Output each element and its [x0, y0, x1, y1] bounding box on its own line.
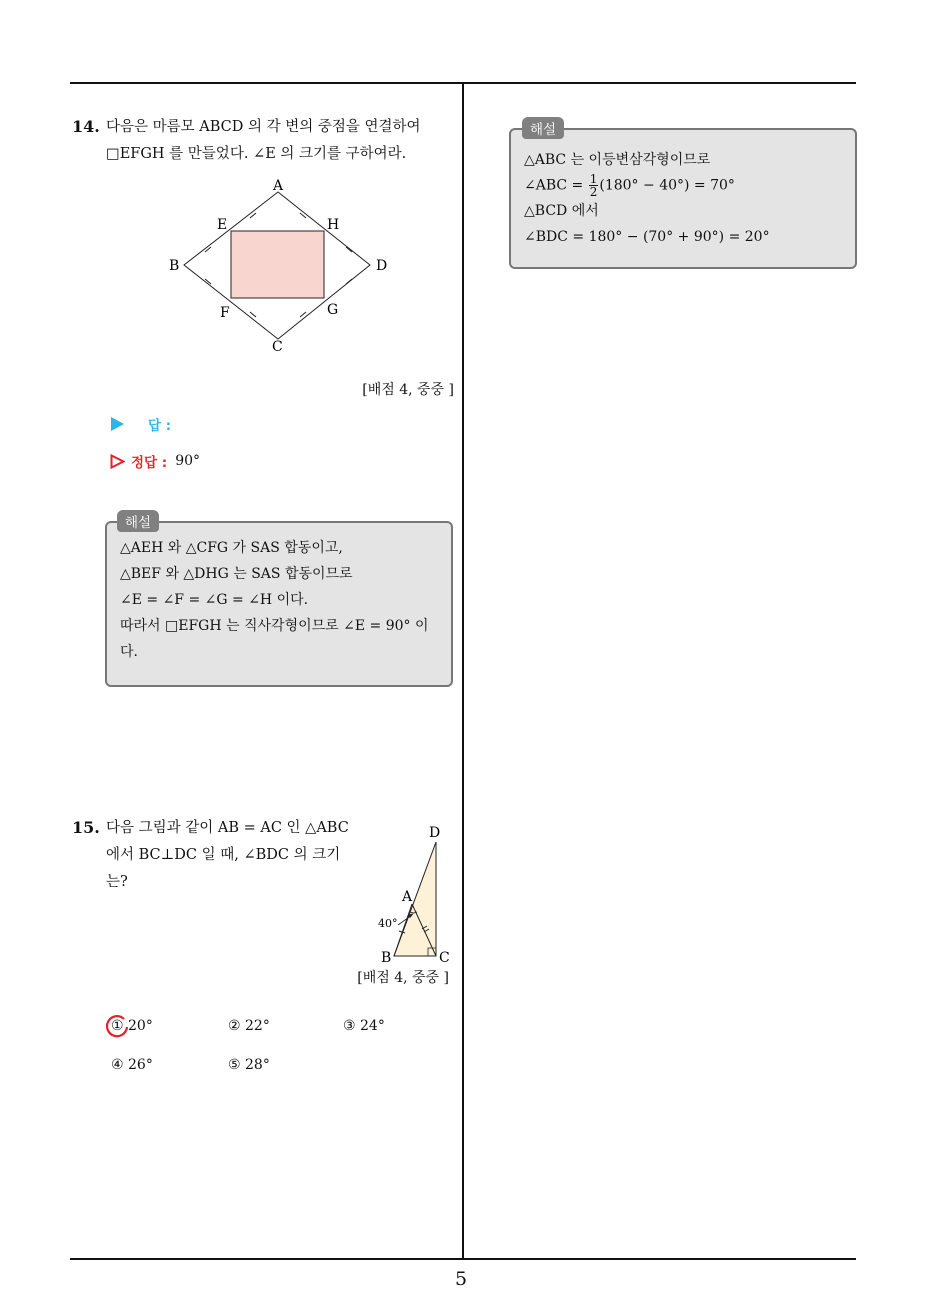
choice-1[interactable]: ① 20°: [111, 1018, 153, 1034]
choice-5[interactable]: ⑤ 28°: [228, 1057, 270, 1073]
label-f: F: [220, 305, 230, 321]
column-divider: [462, 82, 464, 1260]
angle-40-label: 40°: [378, 917, 398, 930]
q14-answer-line: [110, 414, 171, 434]
fraction-one-half: [589, 173, 599, 198]
q15-text-line2: 에서 BC⊥DC 일 때, ∠BDC 의 크기: [106, 847, 341, 863]
play-marker-icon: [110, 417, 124, 431]
q14-correct-line: [110, 451, 200, 471]
q15-solution-box: [509, 128, 857, 269]
q14-correct-label: 정답 :: [131, 455, 168, 471]
fraction-denominator: 2: [589, 185, 598, 199]
page-number: 5: [455, 1268, 468, 1290]
label-e: E: [217, 217, 228, 233]
selected-choice-circle-icon: [104, 1014, 130, 1040]
label-a: A: [273, 178, 284, 194]
outline-play-marker-icon: [110, 454, 125, 469]
q14-solution-line2: △BEF 와 △DHG 는 SAS 합동이므로: [120, 566, 353, 582]
q14-number: 14.: [72, 117, 100, 136]
q14-solution-line3: ∠E = ∠F = ∠G = ∠H 이다.: [120, 592, 309, 608]
q14-solution-line5: 다.: [120, 644, 138, 660]
q14-answer-label: 답 :: [148, 418, 172, 434]
q15-solution-line3: △BCD 에서: [524, 203, 599, 219]
fraction-numerator: 1: [589, 172, 598, 186]
label-d: D: [429, 825, 441, 841]
rectangle-efgh: [231, 231, 324, 298]
q15-number: 15.: [72, 818, 100, 837]
q15-solution-line4: ∠BDC = 180° − (70° + 90°) = 20°: [524, 229, 770, 245]
bottom-rule: [70, 1258, 856, 1260]
label-a: A: [402, 889, 413, 905]
q15-solution-line2-suffix: (180° − 40°) = 70°: [599, 177, 735, 194]
label-b: B: [381, 950, 392, 966]
label-c: C: [272, 339, 283, 355]
label-h: H: [327, 217, 340, 233]
label-b: B: [169, 258, 180, 274]
q14-solution-box: [105, 521, 453, 687]
choice-4[interactable]: ④ 26°: [111, 1057, 153, 1073]
q14-rhombus-figure: [160, 175, 400, 355]
q15-solution-line2-prefix: ∠ABC =: [524, 177, 588, 194]
q15-text-line1: 다음 그림과 같이 AB = AC 인 △ABC: [106, 820, 349, 836]
q15-meta: [배점 4, 중중 ]: [357, 970, 449, 986]
q14-text-line1: 다음은 마름모 ABCD 의 각 변의 중점을 연결하여: [106, 119, 421, 135]
q15-solution-tab: 해설: [522, 117, 564, 139]
q14-text-line2: □EFGH 를 만들었다. ∠E 의 크기를 구하여라.: [106, 146, 407, 162]
q15-triangle-figure: [370, 820, 460, 970]
label-c: C: [439, 950, 450, 966]
q15-solution-line1: △ABC 는 이등변삼각형이므로: [524, 152, 711, 168]
label-d: D: [376, 258, 388, 274]
q14-solution-line4: 따라서 □EFGH 는 직사각형이므로 ∠E = 90° 이: [120, 618, 429, 634]
q15-solution-line2: [524, 173, 770, 198]
q14-solution-line1: △AEH 와 △CFG 가 SAS 합동이고,: [120, 540, 343, 556]
label-g: G: [327, 302, 339, 318]
q14-meta: [배점 4, 중중 ]: [362, 382, 454, 398]
choice-2[interactable]: ② 22°: [228, 1018, 270, 1034]
q15-text-line3: 는?: [106, 874, 128, 890]
choice-3[interactable]: ③ 24°: [343, 1018, 385, 1034]
q14-correct-value: 90°: [175, 453, 201, 469]
q14-solution-tab: 해설: [117, 510, 159, 532]
